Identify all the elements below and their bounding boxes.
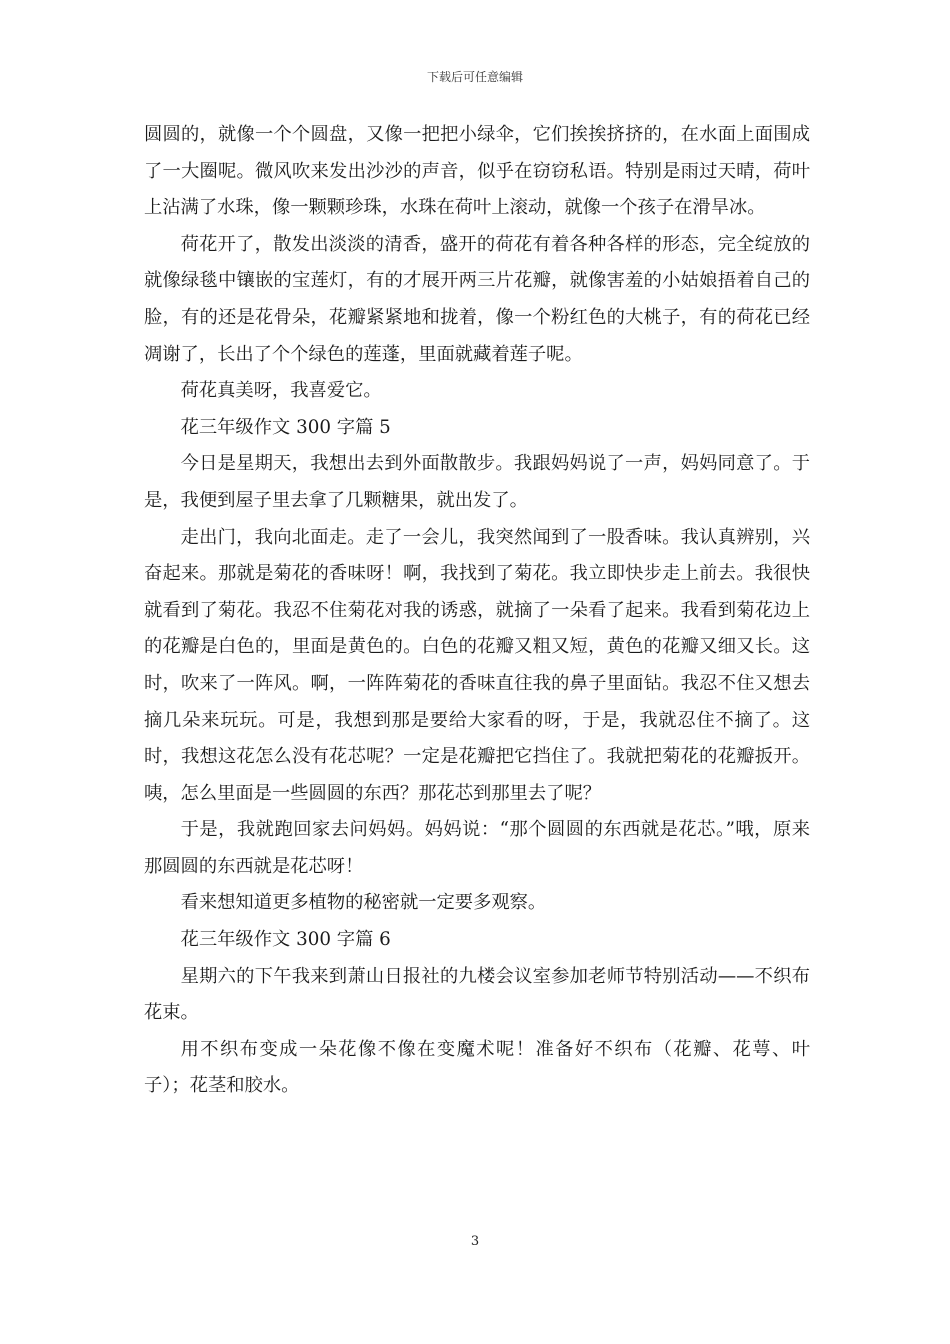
paragraph: 荷花开了，散发出淡淡的清香，盛开的荷花有着各种各样的形态，完全绽放的就像绿毯中镶嵌的宝莲灯，有的才展开两三片花瓣，就像害羞的小姑娘捂着自己的脸，有的还是花骨朵，花瓣紧紧地和拢着，像一个粉红色的大桃子，有的荷花已经凋谢了，长出了个个绿色的莲蓬，里面就藏着莲子呢。: [144, 233, 810, 365]
paragraph: 走出门，我向北面走。走了一会儿，我突然闻到了一股香味。我认真辨别，兴奋起来。那就是菊花的香味呀！啊，我找到了菊花。我立即快步走上前去。我很快就看到了菊花。我忍不住菊花对我的诱惑，就摘了一朵看了起来。我看到菊花边上的花瓣是白色的，里面是黄色的。白色的花瓣又粗又短，黄色的花瓣又细又长。这时，吹来了一阵风。啊，一阵阵菊花的香味直往我的鼻子里面钻。我忍不住又想去摘几朵来玩玩。可是，我想到那是要给大家看的呀，于是，我就忍住不摘了。这时，我想这花怎么没有花芯呢？一定是花瓣把它挡住了。我就把菊花的花瓣扳开。咦，怎么里面是一些圆圆的东西？那花芯到那里去了呢？: [144, 526, 810, 804]
paragraph: 看来想知道更多植物的秘密就一定要多观察。: [180, 892, 547, 914]
paragraph: 星期六的下午我来到萧山日报社的九楼会议室参加老师节特别活动——不织布花束。: [144, 965, 810, 1024]
paragraph: 用不织布变成一朵花像不像在变魔术呢！准备好不织布（花瓣、花萼、叶子）；花茎和胶水。: [144, 1038, 810, 1097]
section-heading: 花三年级作文 300 字篇 6: [180, 929, 391, 951]
paragraph: 今日是星期天，我想出去到外面散散步。我跟妈妈说了一声，妈妈同意了。于是，我便到屋子里去拿了几颗糖果，就出发了。: [144, 453, 810, 511]
paragraph: 圆圆的，就像一个个圆盘，又像一把把小绿伞，它们挨挨挤挤的，在水面上面围成了一大圈呢。微风吹来发出沙沙的声音，似乎在窃窃私语。特别是雨过天晴，荷叶上沾满了水珠，像一颗颗珍珠，水珠在荷叶上滚动，就像一个孩子在滑旱冰。: [144, 124, 810, 219]
paragraph: 于是，我就跑回家去问妈妈。妈妈说：“那个圆圆的东西就是花芯。”哦，原来那圆圆的东西就是花芯呀！: [144, 819, 810, 877]
document-body: [144, 117, 810, 1105]
page-number: 3: [470, 1234, 480, 1249]
section-heading: 花三年级作文 300 字篇 5: [180, 416, 391, 438]
page-header: 下载后可任意编辑: [426, 70, 523, 84]
paragraph: 荷花真美呀，我喜爱它。: [180, 380, 382, 402]
